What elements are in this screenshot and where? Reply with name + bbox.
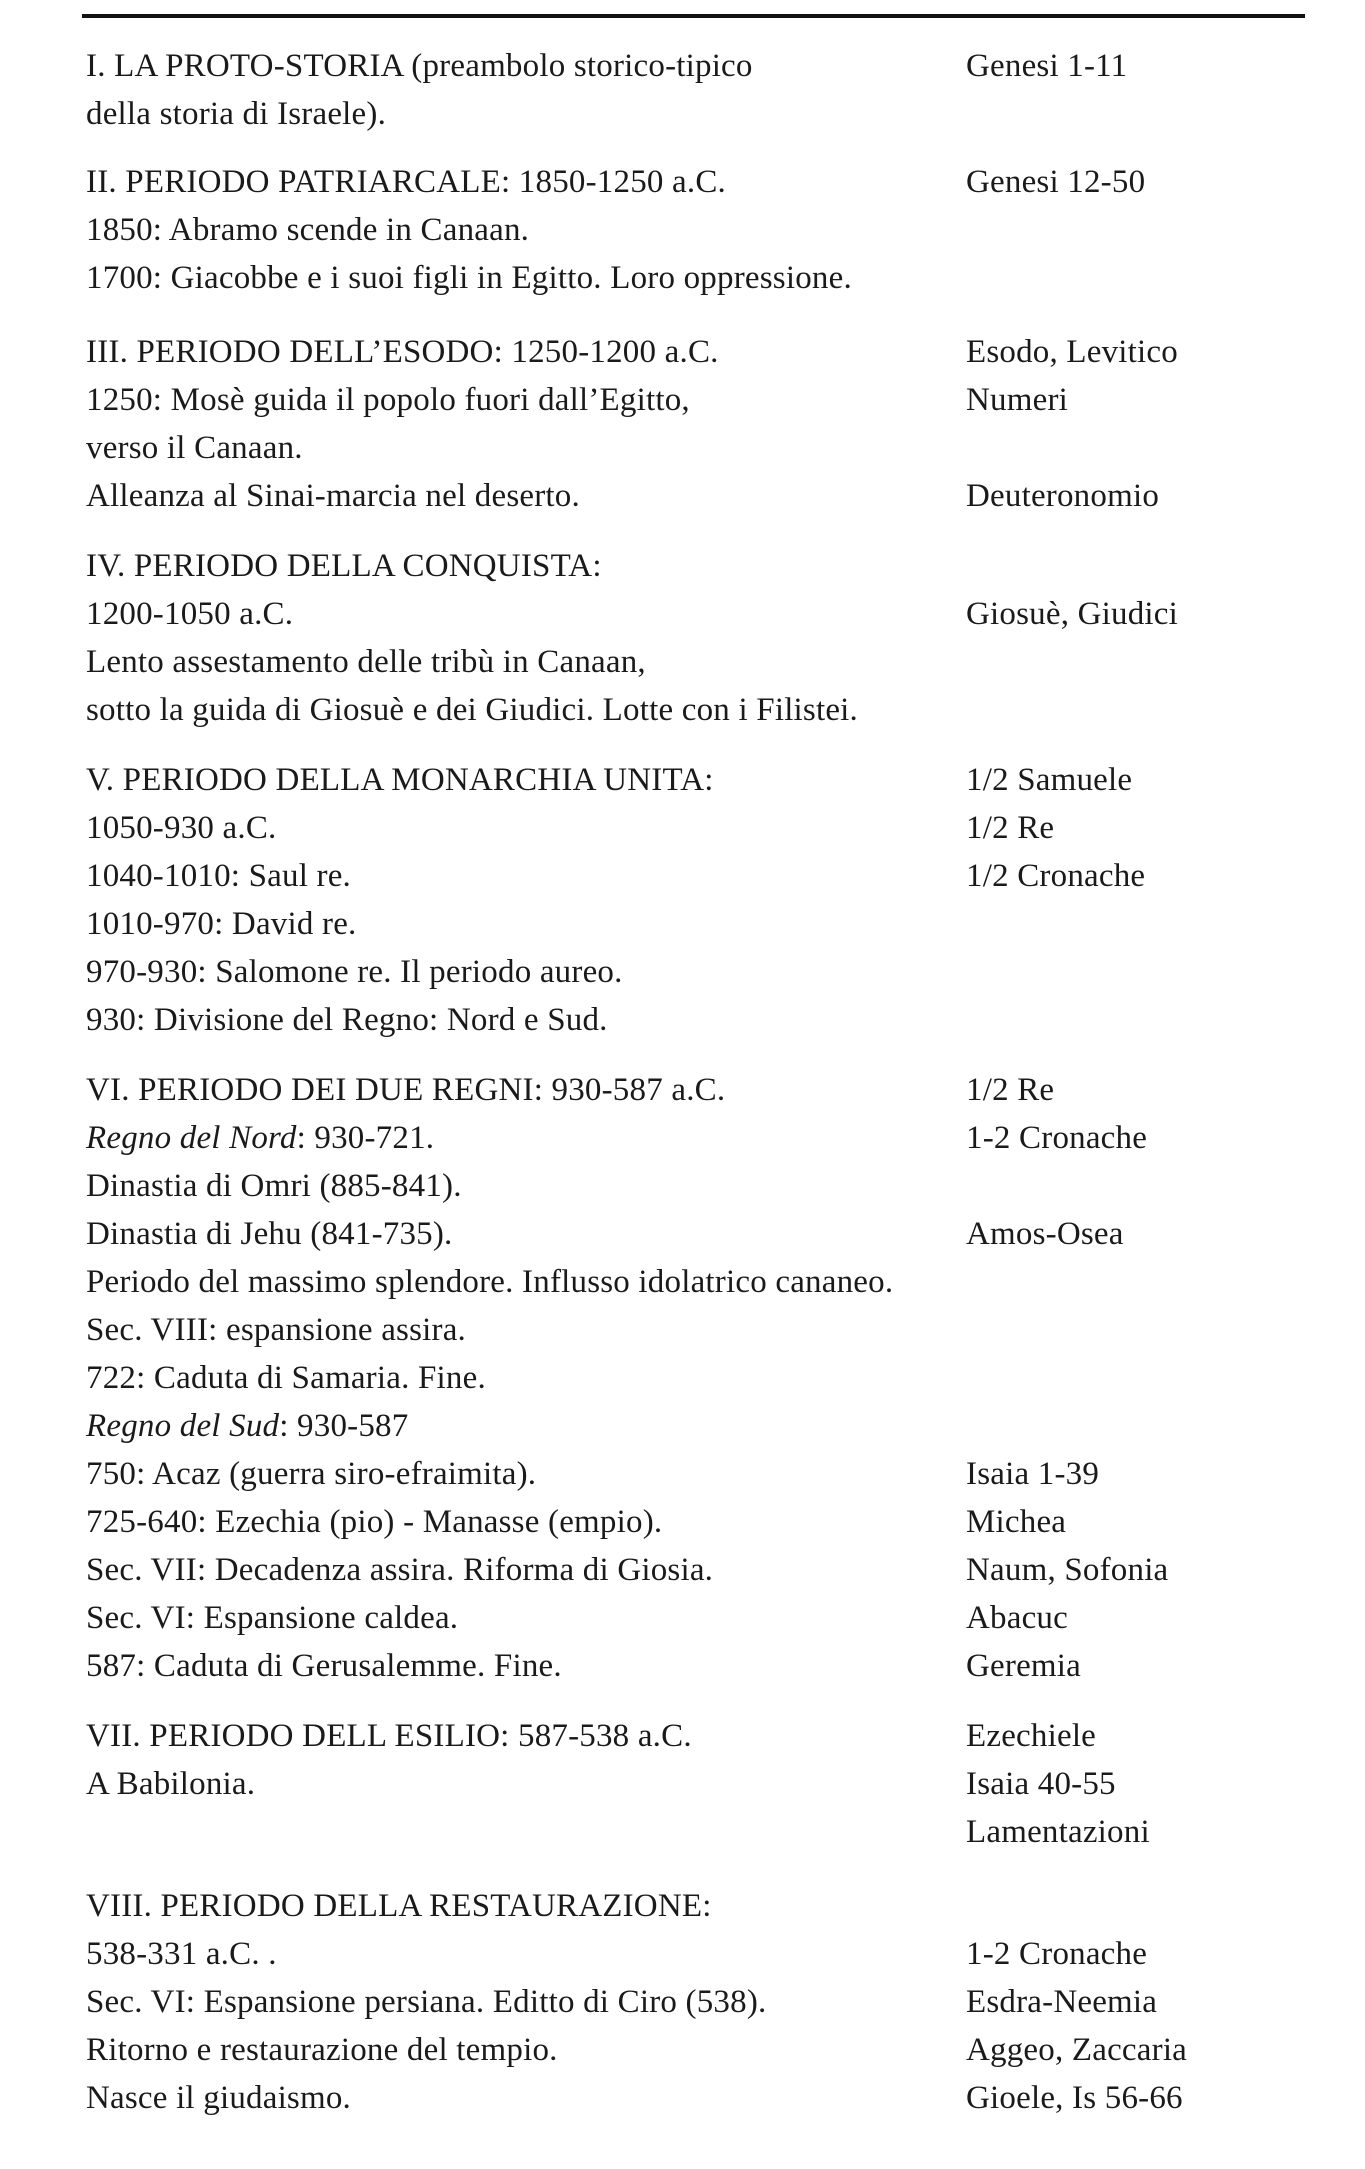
kingdom-label-south: Regno del Sud bbox=[86, 1408, 280, 1444]
book-reference: Isaia 1-39 bbox=[966, 1456, 1100, 1492]
event-text: 1050-930 a.C. bbox=[86, 810, 277, 846]
book-reference: Naum, Sofonia bbox=[966, 1552, 1169, 1588]
event-text bbox=[86, 1114, 434, 1162]
table-row bbox=[0, 1066, 1365, 1114]
table-row bbox=[0, 1546, 1365, 1594]
event-text: Dinastia di Omri (885-841). bbox=[86, 1168, 462, 1204]
book-reference: Genesi 1-11 bbox=[966, 48, 1128, 84]
table-row bbox=[0, 328, 1365, 376]
table-row bbox=[0, 1306, 1365, 1354]
event-text: 1850: Abramo scende in Canaan. bbox=[86, 212, 530, 248]
book-reference: Amos-Osea bbox=[966, 1216, 1124, 1252]
event-text: 538-331 a.C. . bbox=[86, 1936, 277, 1972]
table-row bbox=[0, 1162, 1365, 1210]
kingdom-label-north: Regno del Nord bbox=[86, 1120, 297, 1156]
table-row bbox=[0, 1642, 1365, 1690]
event-text: Sec. VI: Espansione caldea. bbox=[86, 1600, 459, 1636]
kingdom-dates: : 930-587 bbox=[279, 1408, 409, 1444]
event-text: 1200-1050 a.C. bbox=[86, 596, 294, 632]
period-heading: V. PERIODO DELLA MONARCHIA UNITA: bbox=[86, 762, 714, 798]
period-heading: I. LA PROTO-STORIA (preambolo storico-tipico bbox=[86, 48, 753, 84]
table-row bbox=[0, 852, 1365, 900]
event-text: 587: Caduta di Gerusalemme. Fine. bbox=[86, 1648, 562, 1684]
book-reference: 1/2 Cronache bbox=[966, 858, 1146, 894]
book-reference: Isaia 40-55 bbox=[966, 1766, 1116, 1802]
table-row bbox=[0, 756, 1365, 804]
table-row bbox=[0, 590, 1365, 638]
event-text: Periodo del massimo splendore. Influsso idolatrico cananeo. bbox=[86, 1264, 894, 1300]
period-heading: III. PERIODO DELL’ESODO: 1250-1200 a.C. bbox=[86, 334, 719, 370]
book-reference: Michea bbox=[966, 1504, 1067, 1540]
table-row bbox=[0, 900, 1365, 948]
event-text: 722: Caduta di Samaria. Fine. bbox=[86, 1360, 486, 1396]
table-row bbox=[0, 1402, 1365, 1450]
period-heading: IV. PERIODO DELLA CONQUISTA: bbox=[86, 548, 602, 584]
table-row bbox=[0, 1760, 1365, 1808]
table-row bbox=[0, 254, 1365, 302]
event-text: Ritorno e restaurazione del tempio. bbox=[86, 2032, 558, 2068]
event-text: 1700: Giacobbe e i suoi figli in Egitto. Loro oppressione. bbox=[86, 260, 852, 296]
book-reference: 1/2 Re bbox=[966, 810, 1055, 846]
period-heading: VII. PERIODO DELL ESILIO: 587-538 a.C. bbox=[86, 1718, 692, 1754]
event-text: verso il Canaan. bbox=[86, 430, 303, 466]
table-row bbox=[0, 1114, 1365, 1162]
event-text: 1040-1010: Saul re. bbox=[86, 858, 352, 894]
book-reference: 1-2 Cronache bbox=[966, 1120, 1148, 1156]
book-reference: 1/2 Re bbox=[966, 1072, 1055, 1108]
event-text: A Babilonia. bbox=[86, 1766, 256, 1802]
event-text: 750: Acaz (guerra siro-efraimita). bbox=[86, 1456, 537, 1492]
event-text: Sec. VIII: espansione assira. bbox=[86, 1312, 466, 1348]
event-text: Sec. VI: Espansione persiana. Editto di Ciro (538). bbox=[86, 1984, 767, 2020]
table-row bbox=[0, 638, 1365, 686]
table-row bbox=[0, 1210, 1365, 1258]
table-row bbox=[0, 1930, 1365, 1978]
table-row bbox=[0, 948, 1365, 996]
table-row bbox=[0, 1258, 1365, 1306]
table-row bbox=[0, 1808, 1365, 1856]
table-row bbox=[0, 158, 1365, 206]
event-text: 1010-970: David re. bbox=[86, 906, 357, 942]
event-text: 725-640: Ezechia (pio) - Manasse (empio). bbox=[86, 1504, 663, 1540]
event-text: Nasce il giudaismo. bbox=[86, 2080, 351, 2116]
event-text: Lento assestamento delle tribù in Canaan, bbox=[86, 644, 646, 680]
book-reference: Genesi 12-50 bbox=[966, 164, 1146, 200]
book-reference: 1/2 Samuele bbox=[966, 762, 1133, 798]
book-reference: Esodo, Levitico bbox=[966, 334, 1178, 370]
period-heading: VIII. PERIODO DELLA RESTAURAZIONE: bbox=[86, 1888, 712, 1924]
table-row bbox=[0, 996, 1365, 1044]
event-text: Dinastia di Jehu (841-735). bbox=[86, 1216, 453, 1252]
book-reference: Geremia bbox=[966, 1648, 1081, 1684]
book-reference: Gioele, Is 56-66 bbox=[966, 2080, 1183, 2116]
period-heading: II. PERIODO PATRIARCALE: 1850-1250 a.C. bbox=[86, 164, 727, 200]
book-reference: 1-2 Cronache bbox=[966, 1936, 1148, 1972]
table-row bbox=[0, 1882, 1365, 1930]
table-row bbox=[0, 472, 1365, 520]
event-text: Alleanza al Sinai-marcia nel deserto. bbox=[86, 478, 580, 514]
table-row bbox=[0, 1450, 1365, 1498]
table-row bbox=[0, 1354, 1365, 1402]
book-reference: Numeri bbox=[966, 382, 1069, 418]
table-row bbox=[0, 206, 1365, 254]
table-row bbox=[0, 424, 1365, 472]
table-row bbox=[0, 686, 1365, 734]
kingdom-dates: : 930-721. bbox=[296, 1120, 435, 1156]
table-row bbox=[0, 1594, 1365, 1642]
table-row bbox=[0, 376, 1365, 424]
event-text: 930: Divisione del Regno: Nord e Sud. bbox=[86, 1002, 608, 1038]
book-reference: Aggeo, Zaccaria bbox=[966, 2032, 1188, 2068]
table-row bbox=[0, 2026, 1365, 2074]
period-heading: VI. PERIODO DEI DUE REGNI: 930-587 a.C. bbox=[86, 1072, 726, 1108]
table-row bbox=[0, 542, 1365, 590]
event-text: 970-930: Salomone re. Il periodo aureo. bbox=[86, 954, 623, 990]
table-row bbox=[0, 1978, 1365, 2026]
event-text: della storia di Israele). bbox=[86, 96, 387, 132]
book-reference: Ezechiele bbox=[966, 1718, 1097, 1754]
book-reference: Esdra-Neemia bbox=[966, 1984, 1158, 2020]
event-text: sotto la guida di Giosuè e dei Giudici. Lotte con i Filistei. bbox=[86, 692, 859, 728]
event-text bbox=[86, 1402, 408, 1450]
table-row bbox=[0, 42, 1365, 90]
table-row bbox=[0, 90, 1365, 138]
table-row bbox=[0, 804, 1365, 852]
table-row bbox=[0, 2074, 1365, 2122]
table-row bbox=[0, 1498, 1365, 1546]
event-text: Sec. VII: Decadenza assira. Riforma di Giosia. bbox=[86, 1552, 714, 1588]
book-reference: Abacuc bbox=[966, 1600, 1068, 1636]
book-reference: Lamentazioni bbox=[966, 1814, 1150, 1850]
book-reference: Giosuè, Giudici bbox=[966, 596, 1178, 632]
book-reference: Deuteronomio bbox=[966, 478, 1160, 514]
table-row bbox=[0, 1712, 1365, 1760]
event-text: 1250: Mosè guida il popolo fuori dall’Egitto, bbox=[86, 382, 690, 418]
